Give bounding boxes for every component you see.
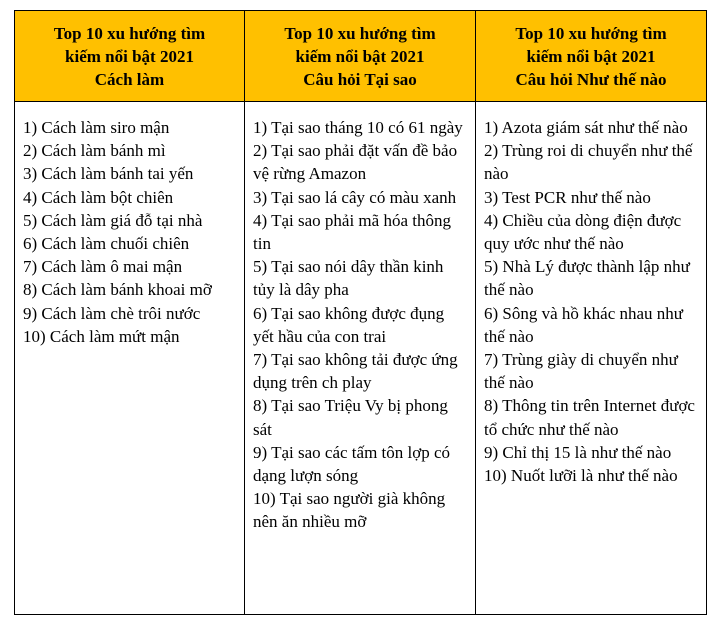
list-item: 3) Test PCR như thế nào <box>484 187 651 207</box>
header-line: Cách làm <box>94 69 165 89</box>
list-item: 5) Cách làm giá đỗ tại nhà <box>23 210 203 230</box>
header-line: Top 10 xu hướng tìm <box>515 23 667 43</box>
list-item: 1) Tại sao tháng 10 có 61 ngày <box>253 118 463 137</box>
list-item: 6) Tại sao không được đụng yết hầu của con trai <box>253 303 445 346</box>
body-cell-tai-sao <box>245 102 476 615</box>
list-item: 7) Tại sao không tải được ứng dụng trên ch play <box>253 350 458 393</box>
list-item: 5) Tại sao nói dây thần kinh tủy là dây pha <box>253 257 444 300</box>
list-item: 3) Cách làm bánh tai yến <box>23 164 194 184</box>
list-item: 10) Cách làm mứt mận <box>23 326 180 346</box>
header-line: Câu hỏi Như thế nào <box>515 69 667 89</box>
list-item: 1) Cách làm siro mận <box>23 118 170 137</box>
list-item: 10) Nuốt lưỡi là như thế nào <box>484 466 678 486</box>
list-item: 4) Cách làm bột chiên <box>23 187 174 207</box>
list-item: 8) Cách làm bánh khoai mỡ <box>23 280 212 300</box>
trend-list <box>253 116 469 534</box>
header-cell-cach-lam <box>15 11 245 102</box>
body-cell-cach-lam <box>15 102 245 615</box>
header-cell-nhu-the-nao <box>476 11 707 102</box>
body-cell-nhu-the-nao <box>476 102 707 615</box>
list-item: 3) Tại sao lá cây có màu xanh <box>253 187 457 207</box>
list-item: 9) Chỉ thị 15 là như thế nào <box>484 442 672 462</box>
list-item: 2) Cách làm bánh mì <box>23 141 166 161</box>
header-row <box>15 11 707 102</box>
list-item: 9) Cách làm chè trôi nước <box>23 303 201 323</box>
list-item: 9) Tại sao các tấm tôn lợp có dạng lượn sóng <box>253 442 451 486</box>
list-item: 6) Sông và hồ khác nhau như thế nào <box>484 303 684 346</box>
header-cell-tai-sao <box>245 11 476 102</box>
list-item: 7) Cách làm ô mai mận <box>23 257 183 277</box>
trends-table <box>14 10 707 615</box>
body-row <box>15 102 707 615</box>
list-item: 4) Chiều của dòng điện được quy ước như thế nào <box>484 210 682 254</box>
list-item: 6) Cách làm chuối chiên <box>23 234 190 254</box>
header-line: Top 10 xu hướng tìm <box>53 23 206 43</box>
list-item: 10) Tại sao người già không nên ăn nhiều mỡ <box>253 489 446 532</box>
header-line: kiếm nổi bật 2021 <box>65 46 194 66</box>
list-item: 2) Trùng roi di chuyển như thế nào <box>484 141 693 184</box>
header-line: Top 10 xu hướng tìm <box>284 23 436 43</box>
list-item: 1) Azota giám sát như thế nào <box>484 118 688 137</box>
list-item: 7) Trùng giày di chuyển như thế nào <box>484 350 678 393</box>
list-item: 8) Tại sao Triệu Vy bị phong sát <box>253 396 448 439</box>
header-line: kiếm nổi bật 2021 <box>295 46 425 66</box>
header-line: kiếm nổi bật 2021 <box>526 46 656 66</box>
header-line: Câu hỏi Tại sao <box>303 69 417 89</box>
trend-list <box>23 116 238 348</box>
list-item: 4) Tại sao phải mã hóa thông tin <box>253 210 451 254</box>
list-item: 5) Nhà Lý được thành lập như thế nào <box>484 257 690 300</box>
list-item: 2) Tại sao phải đặt vấn đề bảo vệ rừng Amazon <box>253 141 458 184</box>
trend-list <box>484 116 700 487</box>
list-item: 8) Thông tin trên Internet được tổ chức như thế nào <box>484 396 695 439</box>
